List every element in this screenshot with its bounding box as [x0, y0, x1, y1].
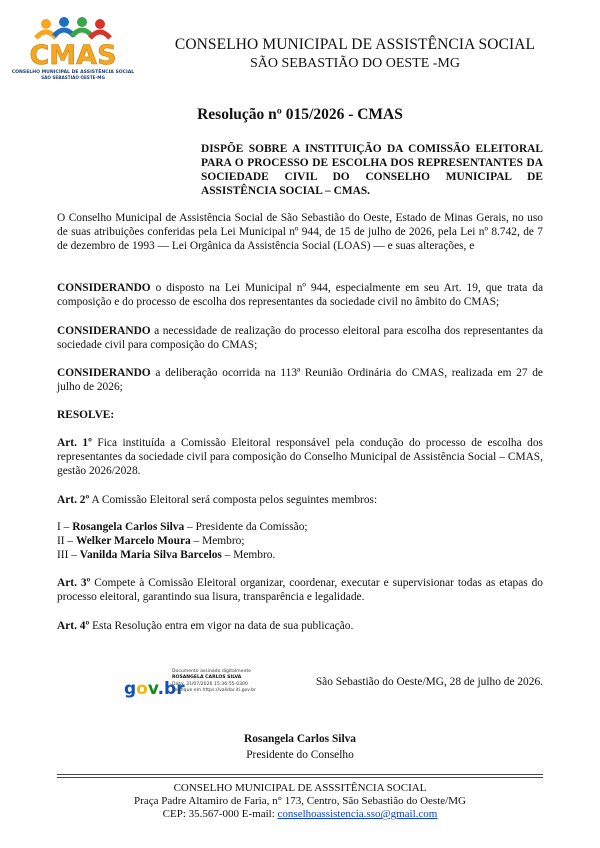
member-number: II – — [57, 535, 76, 548]
article-3 — [57, 576, 543, 604]
article-2 — [57, 493, 543, 507]
signature-verify: Verifique em https://validar.iti.gov.br — [172, 687, 256, 693]
signature-date: Data: 31/07/2026 15:36:55-0300 — [172, 681, 248, 687]
signature-signer: ROSANGELA CARLOS SILVA — [172, 675, 242, 681]
considerando-label: CONSIDERANDO — [57, 282, 151, 294]
footer-contact — [0, 808, 600, 821]
considerando-3 — [57, 366, 543, 394]
date-line: São Sebastião do Oeste/MG, 28 de julho de 2026. — [315, 676, 543, 688]
logo-text: CMAS — [29, 40, 117, 71]
member-name: Vanilda Maria Silva Barcelos — [79, 549, 222, 562]
member-name: Rosangela Carlos Silva — [72, 521, 185, 533]
org-name: CONSELHO MUNICIPAL DE ASSISTÊNCIA SOCIAL — [174, 36, 536, 53]
org-city: SÃO SEBASTIÃO DO OESTE -MG — [249, 56, 460, 71]
footer-cep: CEP: 35.567-000 E-mail: — [162, 808, 278, 820]
article-4 — [57, 619, 543, 633]
member-item — [57, 534, 543, 548]
article-text: Esta Resolução entra em vigor na data de sua publicação. — [89, 620, 354, 632]
article-label: Art. 4º — [57, 620, 90, 632]
article-text: A Comissão Eleitoral será composta pelos seguintes membros: — [89, 494, 378, 506]
member-number: I – — [57, 521, 73, 533]
cmas-logo — [11, 16, 135, 82]
resolution-title: Resolução nº 015/2026 - CMAS — [197, 106, 403, 123]
footer-address: Praça Padre Altamiro de Faria, n° 173, Centro, São Sebastião do Oeste/MG — [134, 795, 466, 807]
digital-signature-info — [172, 669, 302, 694]
member-name: Welker Marcelo Moura — [75, 535, 191, 548]
ementa: DISPÕE SOBRE A INSTITUIÇÃO DA COMISSÃO ELEITORAL PARA O PROCESSO DE ESCOLHA DOS REPRESENTANTES DA SOCIEDADE CIVIL DO CONSELHO MUNICIPAL DE ASSISTÊNCIA SOCIAL – CMAS. — [201, 143, 543, 197]
footer-divider — [57, 774, 543, 775]
considerando-label: CONSIDERANDO — [57, 325, 151, 337]
article-text: Fica instituída a Comissão Eleitoral responsável pela condução do processo de escolha dos representantes da sociedade civil para composição do Conselho Municipal de Assistência Social – CMAS, gestão 2026/2028. — [57, 437, 543, 478]
logo-subtitle-1: CONSELHO MUNICIPAL DE ASSISTÊNCIA SOCIAL — [11, 70, 135, 75]
svg-text:gov.br: gov.br — [124, 679, 185, 699]
signatory-name: Rosangela Carlos Silva — [243, 733, 356, 745]
article-1 — [57, 436, 543, 479]
member-role: – Membro. — [221, 549, 276, 562]
article-label: Art. 2º — [57, 494, 90, 506]
considerando-text: o disposto na Lei Municipal nº 944, especialmente em seu Art. 19, que trata da composição e do processo de escolha dos representantes da sociedade civil no âmbito do CMAS; — [57, 282, 543, 309]
considerando-1 — [57, 281, 543, 309]
preamble: O Conselho Municipal de Assistência Social de São Sebastião do Oeste, Estado de Minas Gerais, no uso de suas atribuições conferidas pela Lei Municipal nº 944, de 15 de julho de 2026, pela Lei nº 8.742, de 7 de dezembro de 1993 — Lei Orgânica da Assistência Social (LOAS) — e suas alterações, e — [57, 212, 543, 253]
logo-subtitle-2: SÃO SEBASTIÃO OESTE-MG — [41, 75, 105, 80]
member-role: – Membro; — [190, 535, 245, 548]
signatory-role: Presidente do Conselho — [246, 749, 354, 761]
article-text: Compete à Comissão Eleitoral organizar, coordenar, executar e supervisionar todas as etapas do processo eleitoral, garantindo sua lisura, transparência e legalidade. — [57, 577, 543, 604]
member-number: III – — [57, 549, 80, 562]
signature-caption: Documento assinado digitalmente — [172, 669, 251, 674]
footer-email-link[interactable]: conselhoassistencia.sso@gmail.com — [277, 808, 438, 820]
member-item — [57, 520, 543, 534]
considerando-text: a necessidade de realização do processo eleitoral para escolha dos representantes da sociedade civil para composição do CMAS; — [57, 325, 543, 352]
article-label: Art. 3º — [57, 577, 91, 589]
article-label: Art. 1º — [57, 437, 92, 449]
footer-org: CONSELHO MUNICIPAL DE ASSSITÊNCIA SOCIAL — [173, 782, 427, 794]
member-item — [57, 548, 543, 562]
resolve-heading: RESOLVE: — [57, 409, 115, 421]
considerando-label: CONSIDERANDO — [57, 367, 151, 379]
footer-divider — [57, 777, 543, 778]
member-role: – Presidente da Comissão; — [184, 521, 308, 533]
considerando-text: a deliberação ocorrida na 113ª Reunião Ordinária do CMAS, realizada em 27 de julho de 2026; — [57, 367, 543, 394]
considerando-2 — [57, 324, 543, 352]
member-list — [57, 520, 543, 563]
